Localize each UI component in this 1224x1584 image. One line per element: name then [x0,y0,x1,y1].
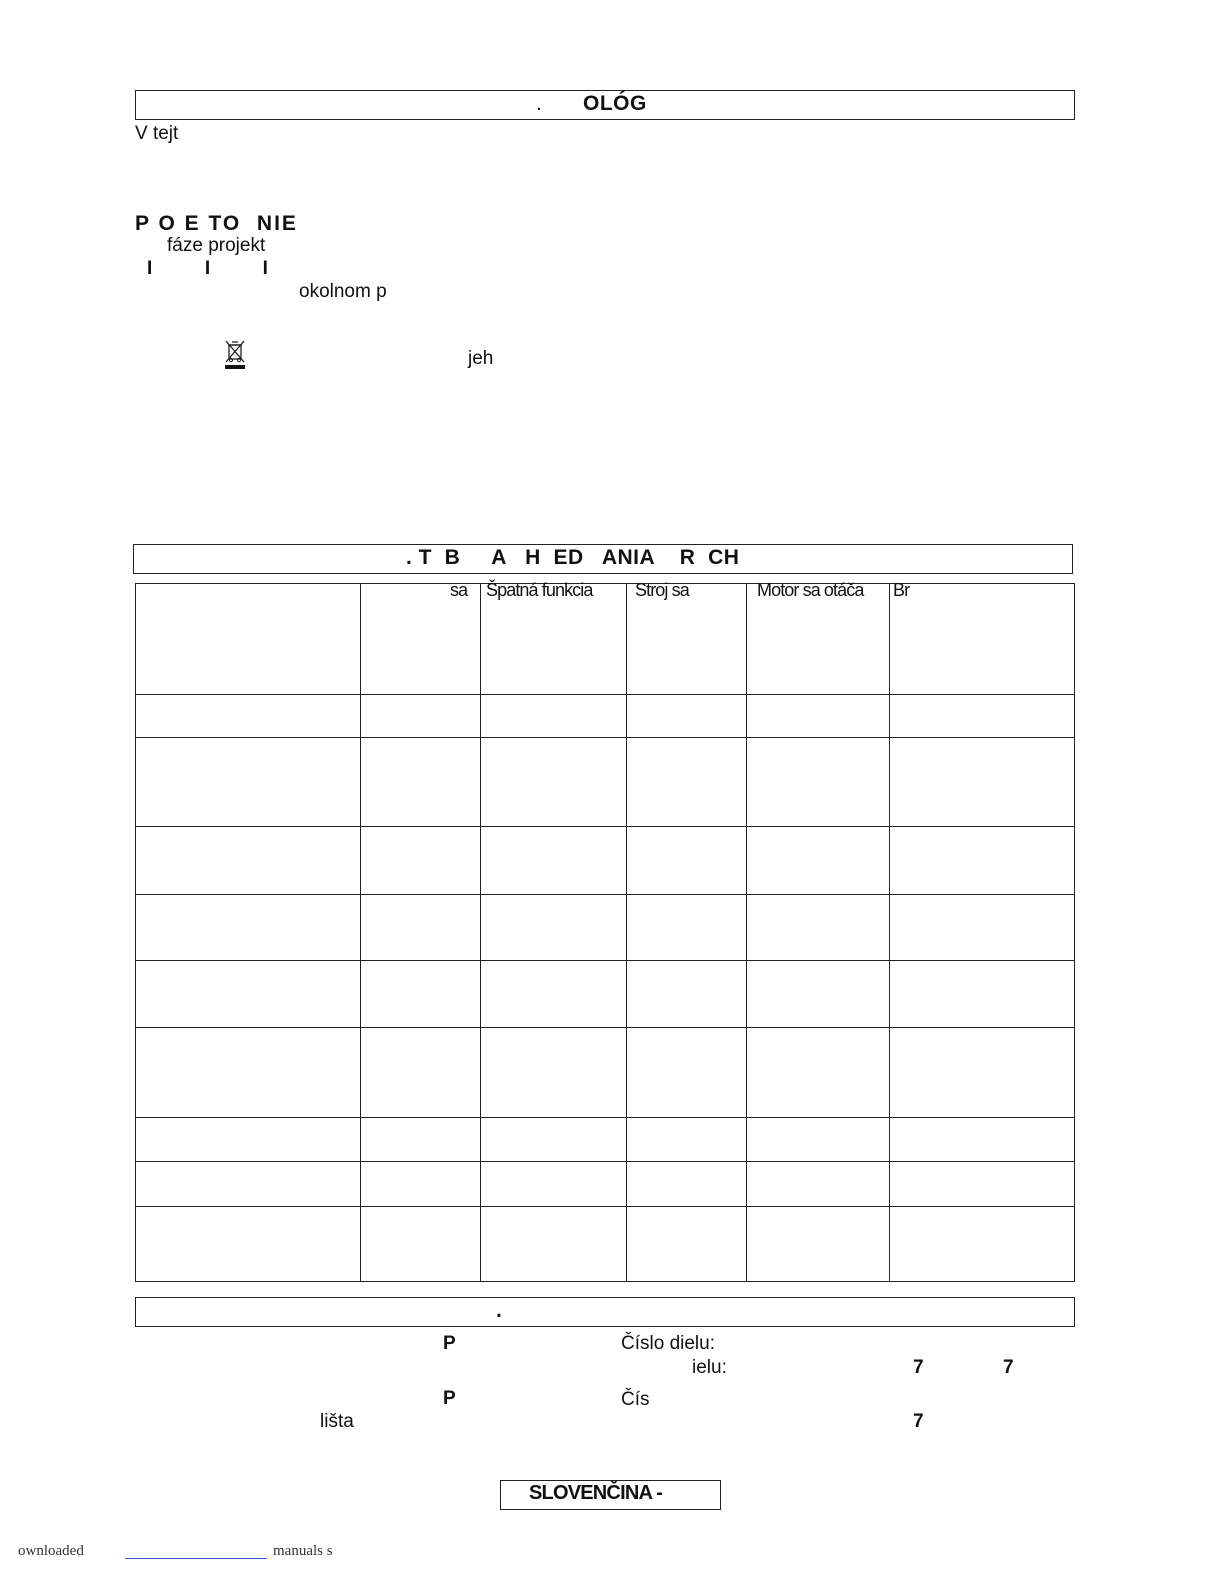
troubleshooting-heading-text: . T B A H ED ANIA R CH [406,546,740,569]
notice-line-4: jeh [468,348,494,369]
table-header-cell: Špatná funkcia [486,580,593,600]
footer-right-text: manuals s [273,1543,333,1559]
part-row2-label: ielu: [692,1357,727,1378]
part-row4-label: lišta [320,1411,354,1432]
part-row3-p: P [443,1388,456,1409]
table-header-cell: Stroj sa [635,580,689,600]
section-heading-troubleshooting [133,544,1073,574]
part-row1-label: Číslo dielu: [621,1333,715,1354]
table-row [135,826,1075,827]
language-badge [500,1480,721,1510]
footer-link[interactable] [125,1558,267,1559]
part-row1-p: P [443,1333,456,1354]
heading-text: OLÓG [583,92,647,115]
notice-line-3: okolnom p [299,281,387,302]
part-row2-num1: 7 [913,1357,924,1378]
part-row4-num: 7 [913,1411,924,1432]
part-row3-label: Čís [621,1389,650,1410]
notice-heading: P O E TO NIE [135,212,298,235]
notice-line-1: fáze projekt [167,235,266,256]
table-header-cell: sa [450,580,468,600]
table-row [135,960,1075,961]
parts-heading-dot: . [496,1299,503,1322]
footer-left-text: ownloaded [18,1543,84,1559]
heading-dot: . [536,92,543,115]
table-row [135,1206,1075,1207]
table-row [135,894,1075,895]
crossed-bin-icon [223,338,247,372]
language-badge-text: SLOVENČINA - [529,1482,662,1504]
part-row2-num2: 7 [1003,1357,1014,1378]
table-header-cell: Motor sa otáča [757,580,864,600]
table-row [135,1027,1075,1028]
table-row [135,694,1075,695]
section-heading-prolog [135,90,1075,120]
intro-text: V tejt [135,123,179,144]
table-row [135,737,1075,738]
section-heading-parts [135,1297,1075,1327]
table-row [135,1161,1075,1162]
table-row [135,1117,1075,1118]
table-header-cell: Br [893,580,910,600]
notice-line-2: I I I [147,258,282,279]
